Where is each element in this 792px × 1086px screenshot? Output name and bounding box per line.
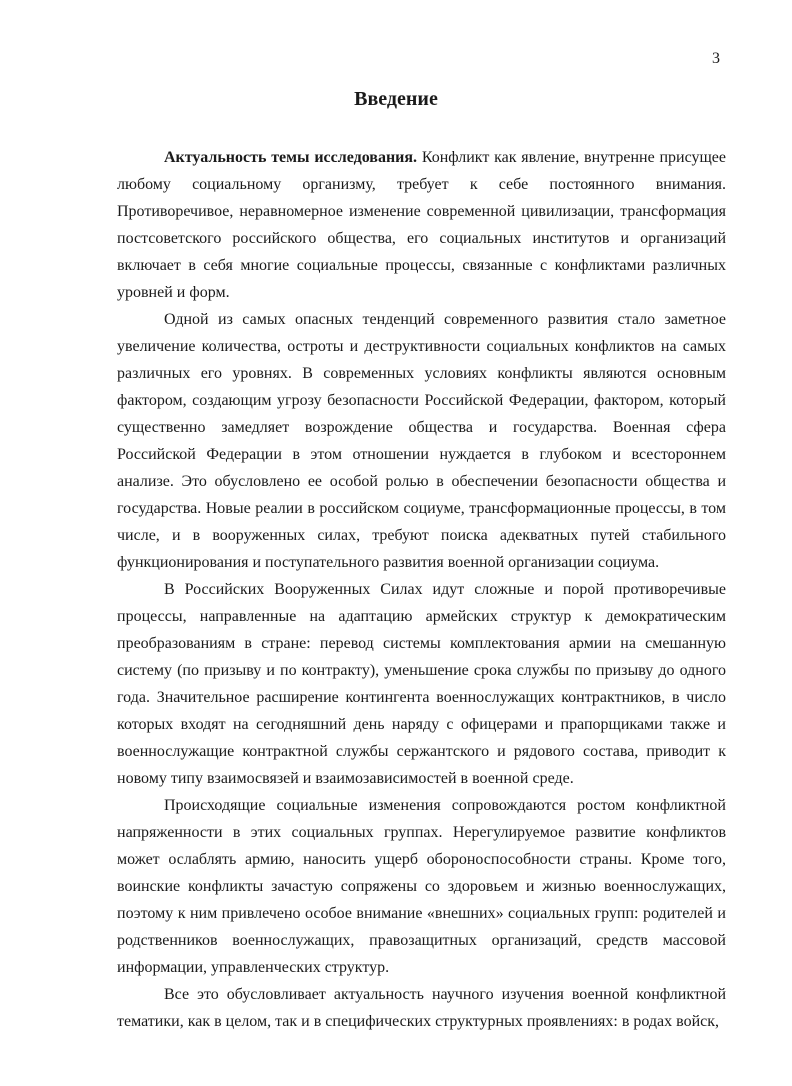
page-number: 3 [712, 50, 720, 67]
paragraph-relevance [117, 144, 726, 306]
section-title: Введение [354, 88, 438, 110]
paragraph-lead: Актуальность темы исследования. [164, 149, 418, 166]
body-text [117, 144, 726, 1035]
paragraph: В Российских Вооруженных Силах идут сложные и порой противоречивые процессы, направленные на адаптацию армейских структур к демократическим преобразованиям в стране: перевод системы комплектования армии на смешанную систему (по призыву и по контракту), уменьшение срока службы по призыву до одного года. Значительное расширение контингента военнослужащих контрактников, в число которых входят на сегодняшний день наряду с офицерами и прапорщиками также и военнослужащие контрактной службы сержантского и рядового состава, приводит к новому типу взаимосвязей и взаимозависимостей в военной среде. [117, 581, 726, 787]
paragraph: Происходящие социальные изменения сопровождаются ростом конфликтной напряженности в этих социальных группах. Нерегулируемое развитие конфликтов может ослаблять армию, наносить ущерб обороноспособности страны. Кроме того, воинские конфликты зачастую сопряжены со здоровьем и жизнью военнослужащих, поэтому к ним привлечено особое внимание «внешних» социальных групп: родителей и родственников военнослужащих, правозащитных организаций, средств массовой информации, управленческих структур. [117, 797, 726, 976]
paragraph: Все это обусловливает актуальность научного изучения военной конфликтной тематики, как в целом, так и в специфических структурных проявлениях: в родах войск, [117, 986, 726, 1030]
paragraph-text: Конфликт как явление, внутренне присущее любому социальному организму, требует к себе постоянного внимания. Противоречивое, неравномерное изменение современной цивилизации, трансформация постсоветского российского общества, его социальных институтов и организаций включает в себя многие социальные процессы, связанные с конфликтами различных уровней и форм. [117, 149, 726, 301]
paragraph: Одной из самых опасных тенденций современного развития стало заметное увеличение количества, остроты и деструктивности социальных конфликтов на самых различных его уровнях. В современных условиях конфликты являются основным фактором, создающим угрозу безопасности Российской Федерации, фактором, который существенно замедляет возрождение общества и государства. Военная сфера Российской Федерации в этом отношении нуждается в глубоком и всестороннем анализе. Это обусловлено ее особой ролью в обеспечении безопасности общества и государства. Новые реалии в российском социуме, трансформационные процессы, в том числе, и в вооруженных силах, требуют поиска адекватных путей стабильного функционирования и поступательного развития военной организации социума. [117, 311, 726, 571]
